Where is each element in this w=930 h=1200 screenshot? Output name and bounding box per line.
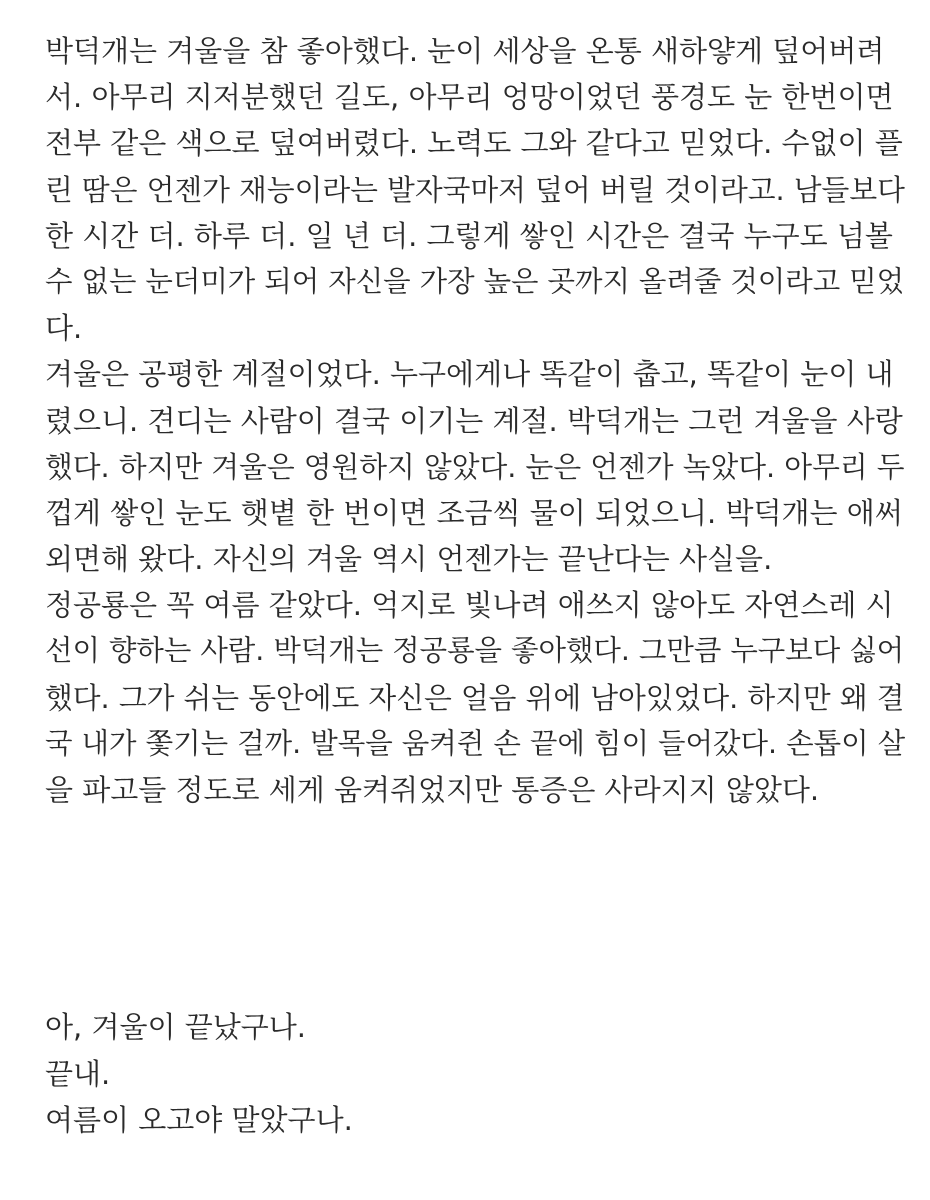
text-line: 렸으니. 견디는 사람이 결국 이기는 계절. 박덕개는 그런 겨울을 사랑 — [45, 403, 903, 438]
text-line: 했다. 그가 쉬는 동안에도 자신은 얼음 위에 남아있었다. 하지만 왜 결 — [45, 680, 905, 715]
text-line: 서. 아무리 지저분했던 길도, 아무리 엉망이었던 풍경도 눈 한번이면 — [45, 80, 894, 115]
text-line: 린 땀은 언젠가 재능이라는 발자국마저 덮어 버릴 것이라고. 남들보다 — [45, 172, 905, 207]
text-line: 다. — [45, 311, 83, 346]
text-line: 한 시간 더. 하루 더. 일 년 더. 그렇게 쌓인 시간은 결국 누구도 넘볼 — [45, 218, 893, 253]
text-line: 여름이 오고야 말았구나. — [45, 1103, 353, 1137]
text-line: 선이 향하는 사람. 박덕개는 정공룡을 좋아했다. 그만큼 누구보다 싫어 — [45, 634, 905, 668]
text-line: 했다. 하지만 겨울은 영원하지 않았다. 눈은 언젠가 녹았다. 아무리 두 — [45, 449, 905, 484]
text-line: 박덕개는 겨울을 참 좋아했다. 눈이 세상을 온통 새하얗게 덮어버려 — [45, 34, 885, 68]
text-line: 겨울은 공평한 계절이었다. 누구에게나 똑같이 춥고, 똑같이 눈이 내 — [45, 357, 894, 392]
text-line: 껍게 쌓인 눈도 햇볕 한 번이면 조금씩 물이 되었으니. 박덕개는 애써 — [45, 495, 903, 530]
text-line: 끝내. — [45, 1056, 111, 1091]
text-line: 국 내가 쫓기는 걸까. 발목을 움켜쥔 손 끝에 힘이 들어갔다. 손톱이 살 — [45, 726, 906, 760]
text-line: 수 없는 눈더미가 되어 자신을 가장 높은 곳까지 올려줄 것이라고 믿었 — [45, 264, 905, 298]
text-line: 을 파고들 정도로 세게 움켜쥐었지만 통증은 사라지지 않았다. — [45, 773, 820, 807]
closing-lines — [45, 1004, 905, 1144]
text-line: 외면해 왔다. 자신의 겨울 역시 언젠가는 끝난다는 사실을. — [45, 542, 773, 577]
text-line: 정공룡은 꼭 여름 같았다. 억지로 빛나려 애쓰지 않아도 자연스레 시 — [45, 588, 894, 623]
text-line: 전부 같은 색으로 덮여버렸다. 노력도 그와 같다고 믿었다. 수없이 플 — [45, 126, 903, 161]
body-text — [45, 28, 905, 813]
text-line: 아, 겨울이 끝났구나. — [45, 1010, 306, 1044]
